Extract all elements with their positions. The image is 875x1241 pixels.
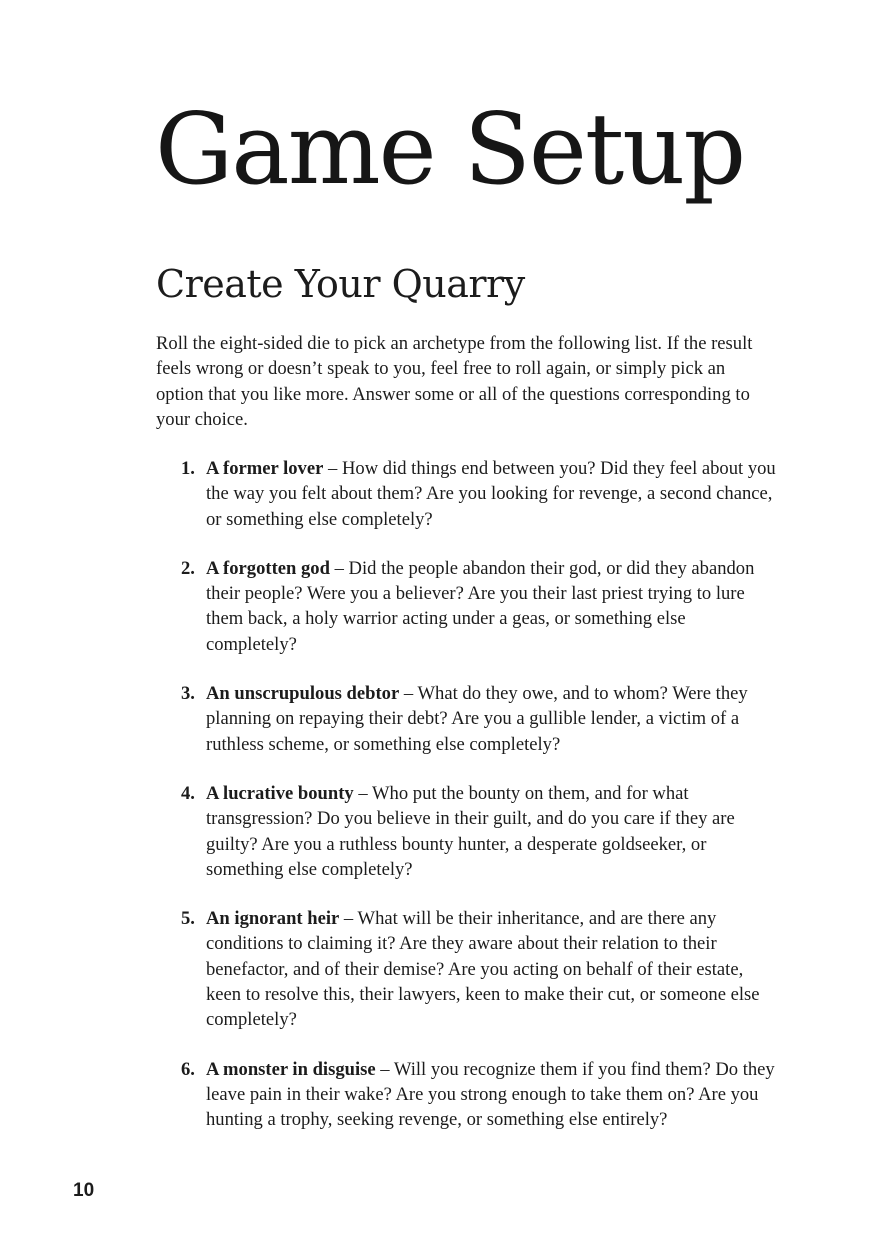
archetype-separator: – xyxy=(323,458,342,479)
archetype-name: A lucrative bounty xyxy=(206,782,354,804)
archetype-separator: – xyxy=(353,782,372,804)
archetype-separator: – xyxy=(339,908,358,930)
archetype-name: A monster in disguise xyxy=(206,1058,376,1080)
archetype-item xyxy=(181,1057,781,1133)
archetype-item xyxy=(181,906,781,1032)
intro-paragraph: Roll the eight-sided die to pick an archetype from the following list. If the result feels wrong or doesn’t speak to you, feel free to roll again, or simply pick an option that you like more. Answer some or all of the questions corresponding to your choice. xyxy=(156,333,753,430)
archetype-name: An ignorant heir xyxy=(206,908,340,930)
section-heading: Create Your Quarry xyxy=(156,262,525,306)
archetype-questions: Will you recognize them if you find them? Do they leave pain in their wake? Are you strong enough to take them on? Are you hunting a trophy, seeking revenge, or something else entirely? xyxy=(206,1058,775,1131)
archetype-questions: What do they owe, and to whom? Were they planning on repaying their debt? Are you a gullible lender, a victim of a ruthless scheme, or something else completely? xyxy=(206,683,748,755)
archetype-separator: – xyxy=(399,683,418,705)
archetype-item xyxy=(181,681,781,757)
archetype-number: 2. xyxy=(181,557,195,579)
archetype-name: A former lover xyxy=(206,458,324,479)
archetype-separator: – xyxy=(329,557,349,579)
archetype-number: 1. xyxy=(181,458,195,479)
archetype-questions: Did the people abandon their god, or did they abandon their people? Were you a believer? Are you their last priest trying to lure them back, a holy warrior acting under a geas, or something else completely? xyxy=(206,557,755,655)
archetype-separator: – xyxy=(375,1058,394,1080)
archetype-number: 6. xyxy=(181,1058,195,1080)
archetype-item xyxy=(181,456,781,532)
page-title: Game Setup xyxy=(155,93,745,207)
page-number: 10 xyxy=(73,1180,95,1201)
archetype-name: A forgotten god xyxy=(206,557,330,579)
archetype-number: 3. xyxy=(181,683,195,705)
archetype-questions: What will be their inheritance, and are there any conditions to claiming it? Are they aware about their relation to their benefactor, and of their demise? Are you acting on behalf of their estate, keen to resolve this, their lawyers, keen to make their cut, or someone else completely? xyxy=(206,908,760,1031)
archetype-name: An unscrupulous debtor xyxy=(206,683,400,705)
archetype-item xyxy=(181,781,781,882)
archetype-list xyxy=(181,456,781,1157)
archetype-questions: Who put the bounty on them, and for what transgression? Do you believe in their guilt, and do you care if they are guilty? Are you a ruthless bounty hunter, a desperate goldseeker, or something else completely? xyxy=(206,782,735,880)
archetype-item xyxy=(181,556,781,657)
archetype-number: 4. xyxy=(181,782,195,804)
archetype-number: 5. xyxy=(181,908,195,930)
archetype-questions: How did things end between you? Did they feel about you the way you felt about them? Are you looking for revenge, a second chance, or something else completely? xyxy=(206,458,776,530)
